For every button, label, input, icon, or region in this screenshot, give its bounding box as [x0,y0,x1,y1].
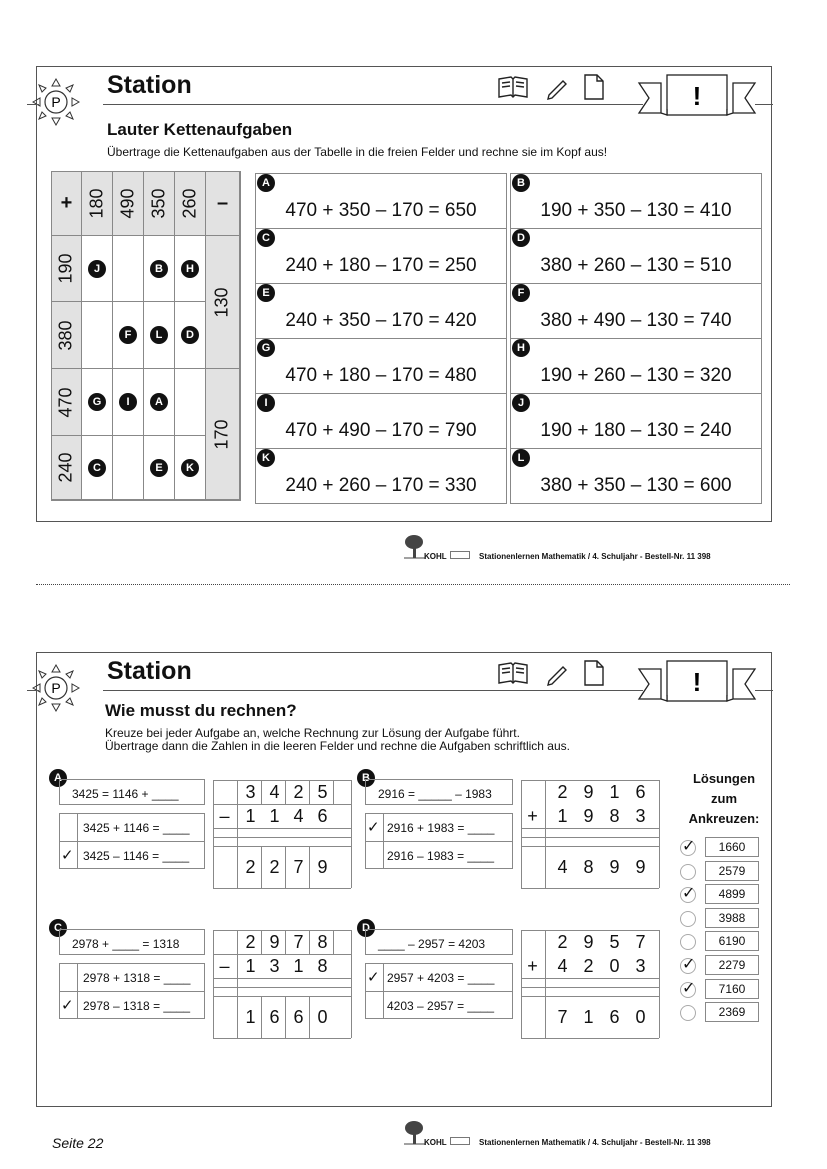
exclamation-banner-icon [637,73,757,123]
digit: 1 [245,955,256,976]
cut-line [36,584,790,585]
solution-value: 7160 [705,979,759,999]
sun-p-icon [29,75,83,129]
digit: 1 [269,805,280,826]
operator: – [219,955,230,976]
row-header: 380 [52,302,82,369]
digit: 2 [245,856,256,877]
digit: 1 [245,805,256,826]
table-cell [82,302,113,369]
table-cell [82,436,113,500]
letter-badge: E [150,459,168,477]
operator: – [219,805,230,826]
letter-badge: D [181,326,199,344]
table-cell [144,436,175,500]
option-text[interactable]: 2916 – 1983 = ____ [387,849,495,863]
task-badge: D [357,919,375,937]
brand-label-box [450,551,470,559]
digit: 7 [293,856,304,877]
table-cell [82,369,113,436]
equation-box: K 240 + 260 – 170 = 330 [255,448,507,504]
digit: 2 [293,781,304,802]
equation-text: 470 + 180 – 170 = 480 [285,365,477,386]
digit: 4 [269,781,280,802]
equation-box: F 380 + 490 – 130 = 740 [510,283,762,339]
checkmark-icon: ✓ [682,956,696,973]
table-cell [113,236,144,302]
digit: 1 [609,781,620,802]
written-calc-grid [213,780,351,888]
digit: 2 [245,931,256,952]
digit: 5 [317,781,328,802]
book-pencil-sheet-icons [497,73,617,103]
equation-box: A 470 + 350 – 170 = 650 [255,173,507,229]
given-box: 2978 + ____ = 1318 [59,929,205,955]
banner-rule [755,690,773,691]
table-cell [113,302,144,369]
option-text[interactable]: 2978 + 1318 = ____ [83,971,191,985]
digit: 7 [635,931,646,952]
table-cell [175,436,206,500]
letter-badge: K [181,459,199,477]
title-rule [103,104,643,105]
digit: 9 [269,931,280,952]
solution-checkbox[interactable] [680,1005,696,1021]
solution-value: 6190 [705,931,759,951]
equation-box: J 190 + 180 – 130 = 240 [510,393,762,449]
solution-checkbox[interactable] [680,911,696,927]
svg-text:P: P [51,94,61,110]
digit: 1 [245,1006,256,1027]
row-header: 190 [52,236,82,302]
digit: 9 [583,931,594,952]
digit: 5 [609,931,620,952]
footer-text: Stationenlernen Mathematik / 4. Schuljahr - Bestell-Nr. 11 398 [479,552,711,561]
letter-badge: A [150,393,168,411]
station-card-2 [36,652,772,1107]
letter-badge: G [88,393,106,411]
equation-box: C 240 + 180 – 170 = 250 [255,228,507,284]
equation-text: 380 + 260 – 130 = 510 [540,255,732,276]
solutions-heading: Lösungen zum Ankreuzen: [688,771,760,826]
digit: 4 [557,955,568,976]
solution-checkbox[interactable] [680,934,696,950]
banner-rule [755,104,773,105]
checkmark-icon: ✓ [682,885,696,903]
digit: 1 [583,1006,594,1027]
table-cell [175,302,206,369]
letter-badge: L [150,326,168,344]
solution-value: 2369 [705,1002,759,1022]
equation-text: 470 + 350 – 170 = 650 [285,200,477,221]
letter-badge: F [119,326,137,344]
task-instruction: Kreuze bei jeder Aufgabe an, welche Rechnung zur Lösung der Aufgabe führt. [105,726,520,740]
equation-box: L 380 + 350 – 130 = 600 [510,448,762,504]
option-text[interactable]: 3425 + 1146 = ____ [83,821,190,835]
station-card-1 [36,66,772,522]
letter-badge: C [88,459,106,477]
table-cell [144,302,175,369]
written-calc-grid [521,930,659,1038]
given-box: 2916 = _____ – 1983 [365,779,513,805]
digit: 6 [293,1006,304,1027]
row-header: 240 [52,436,82,500]
equation-text: 470 + 490 – 170 = 790 [285,420,477,441]
table-cell [113,436,144,500]
options-divider [59,991,205,992]
digit: 6 [609,1006,620,1027]
footer-text: Stationenlernen Mathematik / 4. Schuljahr - Bestell-Nr. 11 398 [479,1138,711,1147]
solution-value: 1660 [705,837,759,857]
written-calc-grid [213,930,351,1038]
letter-badge: B [150,260,168,278]
digit: 7 [293,931,304,952]
sub-value: 170 [206,369,240,500]
title-rule [27,690,39,691]
checkmark-icon: ✓ [682,979,696,997]
equation-box: G 470 + 180 – 170 = 480 [255,338,507,394]
footer-brand: KOHL [424,552,447,561]
letter-badge: J [88,260,106,278]
checkmark-icon: ✓ [61,997,74,1014]
operator: + [527,955,538,976]
digit: 6 [635,781,646,802]
digit: 8 [317,931,328,952]
checkmark-icon: ✓ [61,847,74,864]
task-title: Lauter Kettenaufgaben [107,120,293,139]
digit: 2 [557,931,568,952]
brand-label-box [450,1137,470,1145]
table-cell [82,236,113,302]
task-badge: C [49,919,67,937]
solution-value: 2579 [705,861,759,881]
solution-value: 4899 [705,884,759,904]
digit: 2 [557,781,568,802]
option-text[interactable]: 2916 + 1983 = ____ [387,821,495,835]
svg-text:!: ! [692,667,702,697]
svg-text:P: P [51,680,61,696]
equation-box: E 240 + 350 – 170 = 420 [255,283,507,339]
digit: 4 [293,805,304,826]
task-badge: B [357,769,375,787]
station-title: Station [107,657,192,685]
tree-logo-icon [404,534,426,560]
digit: 1 [293,955,304,976]
col-header: 350 [144,172,175,236]
col-header: 180 [82,172,113,236]
digit: 9 [609,856,620,877]
digit: 6 [317,805,328,826]
equation-box: B 190 + 350 – 130 = 410 [510,173,762,229]
digit: 9 [583,805,594,826]
operator: + [527,805,538,826]
equation-text: 240 + 180 – 170 = 250 [285,255,477,276]
option-text[interactable]: 2957 + 4203 = ____ [387,971,495,985]
digit: 0 [317,1006,328,1027]
digit: 9 [317,856,328,877]
digit: 7 [557,1006,568,1027]
table-cell [144,236,175,302]
task-instruction: Übertrage die Kettenaufgaben aus der Tabelle in die freien Felder und rechne sie im Kopf aus! [107,145,608,159]
digit: 0 [609,955,620,976]
equation-box: H 190 + 260 – 130 = 320 [510,338,762,394]
digit: 0 [635,1006,646,1027]
svg-text:!: ! [692,81,702,111]
checkmark-icon: ✓ [367,819,380,836]
option-text[interactable]: 3425 – 1146 = ____ [83,849,190,863]
equation-box: D 380 + 260 – 130 = 510 [510,228,762,284]
page-number: Seite 22 [52,1135,104,1151]
digit: 8 [583,856,594,877]
checkmark-icon: ✓ [367,969,380,986]
digit: 3 [635,805,646,826]
given-box: ____ – 2957 = 4203 [365,929,513,955]
title-rule [103,690,643,691]
given-box: 3425 = 1146 + ____ [59,779,205,805]
digit: 9 [635,856,646,877]
equation-text: 240 + 260 – 170 = 330 [285,475,477,496]
digit: 3 [245,781,256,802]
equation-text: 190 + 260 – 130 = 320 [540,365,732,386]
row-header: 470 [52,369,82,436]
letter-badge: H [181,260,199,278]
exclamation-banner-icon [637,659,757,709]
station-title: Station [107,71,192,99]
table-cell [175,369,206,436]
digit: 4 [557,856,568,877]
tree-logo-icon [404,1120,426,1146]
plus-header: + [52,172,82,236]
digit: 2 [269,856,280,877]
footer-brand: KOHL [424,1138,447,1147]
options-divider [365,991,513,992]
minus-header: – [206,172,240,236]
solution-value: 3988 [705,908,759,928]
equation-text: 240 + 350 – 170 = 420 [285,310,477,331]
option-text[interactable]: 4203 – 2957 = ____ [387,999,495,1013]
col-header: 260 [175,172,206,236]
equation-text: 380 + 490 – 130 = 740 [540,310,732,331]
digit: 6 [269,1006,280,1027]
title-rule [27,104,39,105]
digit: 2 [583,955,594,976]
options-divider [59,841,205,842]
table-cell [144,369,175,436]
col-header: 490 [113,172,144,236]
digit: 9 [583,781,594,802]
options-divider [365,841,513,842]
digit: 3 [635,955,646,976]
checkmark-icon: ✓ [682,838,696,855]
sub-value: 130 [206,236,240,369]
table-cell [175,236,206,302]
letter-badge: I [119,393,137,411]
book-pencil-sheet-icons [497,659,617,689]
equation-box: I 470 + 490 – 170 = 790 [255,393,507,449]
equation-text: 190 + 180 – 130 = 240 [540,420,732,441]
solution-value: 2279 [705,955,759,975]
task-badge: A [49,769,67,787]
chain-table [51,171,241,501]
digit: 1 [557,805,568,826]
table-cell [113,369,144,436]
sun-p-icon [29,661,83,715]
digit: 3 [269,955,280,976]
equation-text: 190 + 350 – 130 = 410 [540,200,732,221]
written-calc-grid [521,780,659,888]
solution-checkbox[interactable] [680,864,696,880]
equation-text: 380 + 350 – 130 = 600 [540,475,732,496]
task-title: Wie musst du rechnen? [105,701,297,720]
option-text[interactable]: 2978 – 1318 = ____ [83,999,191,1013]
task-instruction: Übertrage dann die Zahlen in die leeren Felder und rechne die Aufgaben schriftlich aus. [105,739,570,753]
digit: 8 [317,955,328,976]
digit: 8 [609,805,620,826]
